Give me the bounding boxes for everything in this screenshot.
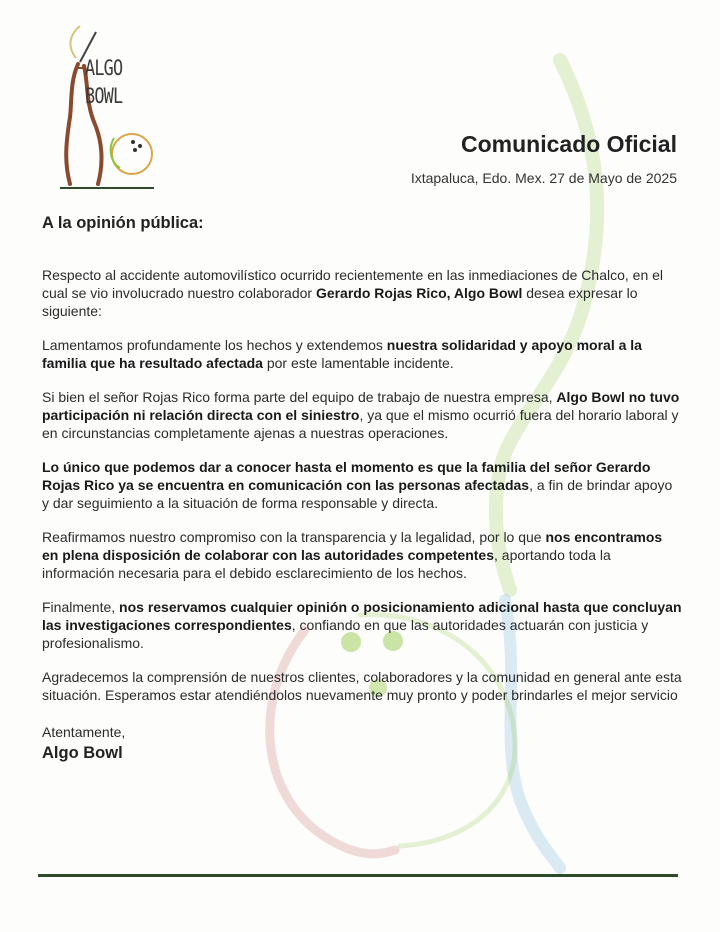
paragraph-6: Finalmente, nos reservamos cualquier opinión o posicionamiento adicional hasta que concluyan las investigaciones correspondientes, confiando en que las autoridades actuarán con justicia y profesionalismo. bbox=[42, 599, 682, 651]
paragraph-4: Lo único que podemos dar a conocer hasta el momento es que la familia del señor Gerardo Rojas Rico ya se encuentra en comunicación con las personas afectadas, a fin de brindar apoyo y dar seguimiento a la situación de forma responsable y directa. bbox=[42, 459, 673, 511]
closing: Atentamente, bbox=[42, 724, 126, 740]
algo-bowl-logo bbox=[58, 22, 158, 192]
paragraph-2: Lamentamos profundamente los hechos y extendemos nuestra solidaridad y apoyo moral a la familia que ha resultado afectada por este lamentable incidente. bbox=[42, 337, 642, 371]
logo-text-algo: ALGO bbox=[85, 56, 123, 80]
signature: Algo Bowl bbox=[42, 744, 123, 762]
footer-rule bbox=[38, 874, 678, 877]
paragraph-1: Respecto al accidente automovilístico ocurrido recientemente en las inmediaciones de Chalco, en el cual se vio involucrado nuestro colaborador Gerardo Rojas Rico, Algo Bowl desea expresar lo siguiente: bbox=[42, 267, 664, 319]
salutation: A la opinión pública: bbox=[42, 214, 204, 232]
logo-text-bowl: BOWL bbox=[85, 84, 123, 108]
paragraph-5: Reafirmamos nuestro compromiso con la transparencia y la legalidad, por lo que nos encontramos en plena disposición de colaborar con las autoridades competentes, aportando toda la información necesaria para el debido esclarecimiento de los hechos. bbox=[42, 529, 663, 581]
paragraph-7: Agradecemos la comprensión de nuestros clientes, colaboradores y la comunidad en general ante esta situación. Esperamos estar atendiéndolos nuevamente muy pronto y poder brindarles el mejor servicio bbox=[42, 669, 682, 703]
letter-body bbox=[42, 266, 682, 720]
document-title: Comunicado Oficial bbox=[461, 131, 677, 157]
place-date: Ixtapaluca, Edo. Mex. 27 de Mayo de 2025 bbox=[410, 170, 677, 186]
paragraph-3: Si bien el señor Rojas Rico forma parte del equipo de trabajo de nuestra empresa, Algo Bowl no tuvo participación ni relación directa con el siniestro, ya que el mismo ocurrió fuera del horario laboral y en circunstancias completamente ajenas a nuestras operaciones. bbox=[42, 389, 680, 441]
